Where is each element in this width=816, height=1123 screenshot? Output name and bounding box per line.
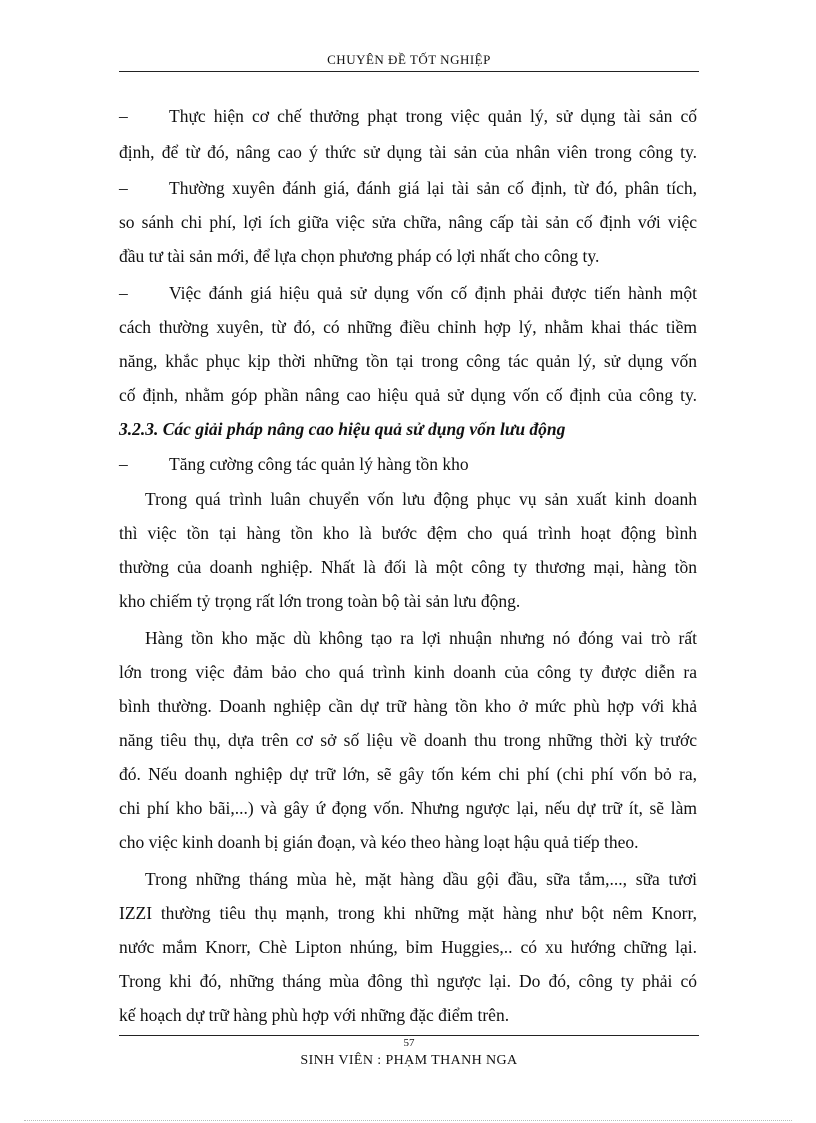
paragraph-2-line-7: cho việc kinh doanh bị gián đoạn, và kéo theo hàng loạt hậu quả tiếp theo. <box>119 832 639 852</box>
bullet-text: Thực hiện cơ chế thưởng phạt trong việc quản lý, sử dụng tài sản cố <box>169 106 697 126</box>
paragraph-3-line-3: nước mắm Knorr, Chè Lipton nhúng, bỉm Huggies,.. có xu hướng chững lại. <box>119 937 697 957</box>
bullet-item-2-line-2: so sánh chi phí, lợi ích giữa việc sửa chữa, nâng cấp tài sản cố định với việc <box>119 212 697 232</box>
bullet-dash: – <box>119 283 128 303</box>
bullet-text: Việc đánh giá hiệu quả sử dụng vốn cố định phải được tiến hành một <box>169 283 697 303</box>
bullet-item-3-line-4: cố định, nhằm góp phần nâng cao hiệu quả sử dụng vốn cố định của công ty. <box>119 385 697 405</box>
bullet-item-4-line-1 <box>119 453 697 475</box>
paragraph-1-line-4: kho chiếm tỷ trọng rất lớn trong toàn bộ tài sản lưu động. <box>119 591 521 611</box>
paragraph-3-line-2: IZZI thường tiêu thụ mạnh, trong khi những mặt hàng như bột nêm Knorr, <box>119 903 697 923</box>
paragraph-2-line-1: Hàng tồn kho mặc dù không tạo ra lợi nhuận nhưng nó đóng vai trò rất <box>145 628 697 648</box>
bullet-text: Thường xuyên đánh giá, đánh giá lại tài sản cố định, từ đó, phân tích, <box>169 178 697 198</box>
bullet-item-2-line-3: đầu tư tài sản mới, để lựa chọn phương pháp có lợi nhất cho công ty. <box>119 246 600 266</box>
bullet-item-3-line-1 <box>119 282 697 304</box>
bullet-item-1-line-2: định, để từ đó, nâng cao ý thức sử dụng tài sản của nhân viên trong công ty. <box>119 142 697 162</box>
page-bottom-dotted-edge <box>24 1120 792 1121</box>
section-heading: 3.2.3. Các giải pháp nâng cao hiệu quả sử dụng vốn lưu động <box>119 419 566 439</box>
header-title: CHUYÊN ĐỀ TỐT NGHIỆP <box>327 52 491 67</box>
bullet-text: Tăng cường công tác quản lý hàng tồn kho <box>169 454 469 474</box>
footer-rule <box>119 1035 699 1036</box>
paragraph-3-line-1: Trong những tháng mùa hè, mặt hàng dầu gội đầu, sữa tắm,..., sữa tươi <box>145 869 697 889</box>
paragraph-1-line-1: Trong quá trình luân chuyển vốn lưu động phục vụ sản xuất kinh doanh <box>145 489 697 509</box>
bullet-dash: – <box>119 106 128 126</box>
bullet-dash: – <box>119 454 128 474</box>
paragraph-3-line-4: Trong khi đó, những tháng mùa đông thì ngược lại. Do đó, công ty phải có <box>119 971 697 991</box>
paragraph-2-line-6: chi phí kho bãi,...) và gây ứ đọng vốn. Nhưng ngược lại, nếu dự trữ ít, sẽ làm <box>119 798 697 818</box>
bullet-item-3-line-2: cách thường xuyên, từ đó, có những điều chỉnh hợp lý, nhằm khai thác tiềm <box>119 317 697 337</box>
paragraph-1-line-2: thì việc tồn tại hàng tồn kho là bước đệm cho quá trình hoạt động bình <box>119 523 697 543</box>
bullet-item-3-line-3: năng, khắc phục kịp thời những tồn tại trong công tác quản lý, sử dụng vốn <box>119 351 697 371</box>
paragraph-2-line-5: đó. Nếu doanh nghiệp dự trữ lớn, sẽ gây tốn kém chi phí (chi phí vốn bỏ ra, <box>119 764 697 784</box>
paragraph-1-line-3: thường của doanh nghiệp. Nhất là đối là một công ty thương mại, hàng tồn <box>119 557 697 577</box>
bullet-item-2-line-1 <box>119 177 697 199</box>
footer-student-name: SINH VIÊN : PHẠM THANH NGA <box>300 1053 518 1068</box>
paragraph-2-line-2: lớn trong việc đảm bảo cho quá trình kinh doanh của công ty được diễn ra <box>119 662 697 682</box>
bullet-dash: – <box>119 178 128 198</box>
bullet-item-1-line-1 <box>119 105 697 127</box>
header-rule <box>119 71 699 72</box>
paragraph-3-line-5: kế hoạch dự trữ hàng phù hợp với những đặc điểm trên. <box>119 1005 510 1025</box>
paragraph-2-line-4: năng tiêu thụ, dựa trên cơ sở số liệu về doanh thu trong những thời kỳ trước <box>119 730 697 750</box>
page-number: 57 <box>403 1037 415 1049</box>
paragraph-2-line-3: bình thường. Doanh nghiệp cần dự trữ hàng tồn kho ở mức phù hợp với khả <box>119 696 697 716</box>
